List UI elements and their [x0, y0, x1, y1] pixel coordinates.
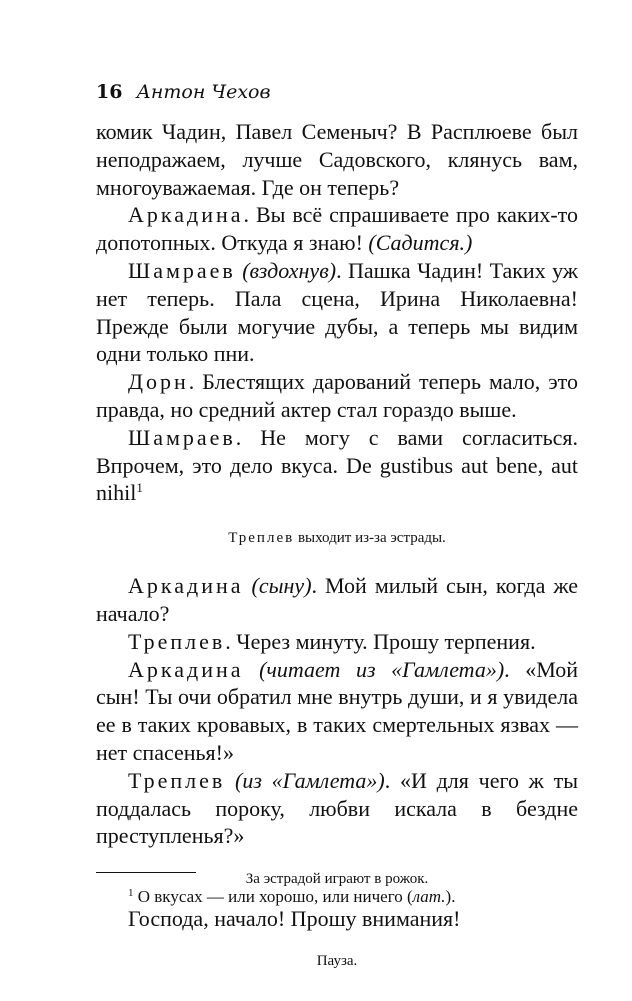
- stage-direction: (Садится.): [368, 230, 473, 256]
- paragraph: [96, 257, 578, 368]
- paragraph: [96, 201, 578, 257]
- footnote-text: О вкусах — или хорошо, или ничего (: [133, 887, 413, 906]
- footnote-ref: 1: [136, 480, 143, 496]
- line-text: . Мой милый сын, когда же начало?: [96, 573, 579, 626]
- speaker-name: Треплев: [228, 530, 295, 547]
- running-title: Антон Чехов: [136, 81, 271, 103]
- line-text: . Не могу с вами согласиться. Впрочем, это дело вкуса. De gustibus aut bene, aut nihil: [96, 424, 578, 506]
- speaker-name: Дорн: [128, 369, 189, 395]
- line-text: . «Мой сын! Ты очи обратил мне внутрь души, и я увидела ее в таких кровавых, в таких смертельных язвах — нет спасенья!»: [96, 656, 578, 765]
- line-text: . Через минуту. Прошу терпения.: [225, 628, 536, 654]
- line-text: Господа, начало! Прошу внимания!: [128, 906, 461, 932]
- play-text: [96, 118, 578, 971]
- paragraph: [96, 628, 578, 656]
- page-number: 16: [96, 81, 123, 103]
- running-header: [96, 80, 271, 104]
- speaker-name: Аркадина: [128, 656, 244, 682]
- paragraph: [96, 905, 578, 933]
- stage-direction: (сыну): [251, 573, 312, 599]
- speaker-name: Треплев: [128, 628, 226, 654]
- speaker-name: Шамраев: [128, 424, 236, 450]
- stage-text: выходит из-за эстрады.: [294, 530, 446, 547]
- line-text: . «И для чего ж ты поддалась пороку, любви искала в бездне преступленья?»: [96, 767, 578, 849]
- footnote-end: ).: [445, 887, 456, 906]
- stage-direction-block: За эстрадой играют в рожок.: [245, 871, 429, 888]
- paragraph: [96, 118, 578, 201]
- footnote: [128, 886, 455, 908]
- paragraph: [96, 572, 578, 628]
- stage-direction: (читает из «Гамлета»): [259, 656, 505, 682]
- speaker-name: Аркадина: [128, 202, 244, 228]
- line-text: . Блестящих дарований теперь мало, это правда, но средний актер стал гораздо выше.: [96, 369, 578, 422]
- stage-direction: (вздохнув): [242, 257, 337, 283]
- speaker-name: Треплев: [128, 767, 226, 793]
- paragraph: [96, 368, 578, 424]
- footnote-rule: [96, 872, 196, 873]
- paragraph: [96, 424, 578, 507]
- speaker-name: Аркадина: [128, 573, 244, 599]
- footnote-lang: лат.: [412, 887, 446, 906]
- speaker-name: Шамраев: [128, 257, 236, 283]
- line-text: комик Чадин, Павел Семеныч? В Расплюеве был неподражаем, лучше Садовского, клянусь вам, многоуважаемая. Где он теперь?: [96, 119, 578, 200]
- line-text: . Пашка Чадин! Таких уж нет теперь. Пала сцена, Ирина Николаевна! Прежде были могучие дубы, а теперь мы видим одни только пни.: [96, 257, 578, 367]
- stage-direction-block: [96, 528, 578, 548]
- stage-direction-block: Пауза.: [316, 952, 358, 969]
- paragraph: [96, 656, 578, 767]
- stage-direction: (из «Гамлета»): [235, 767, 385, 793]
- footnote-marker: 1: [128, 887, 134, 899]
- line-text: . Вы всё спрашиваете про каких-то допотопных. Откуда я знаю!: [96, 202, 578, 256]
- paragraph: [96, 767, 578, 850]
